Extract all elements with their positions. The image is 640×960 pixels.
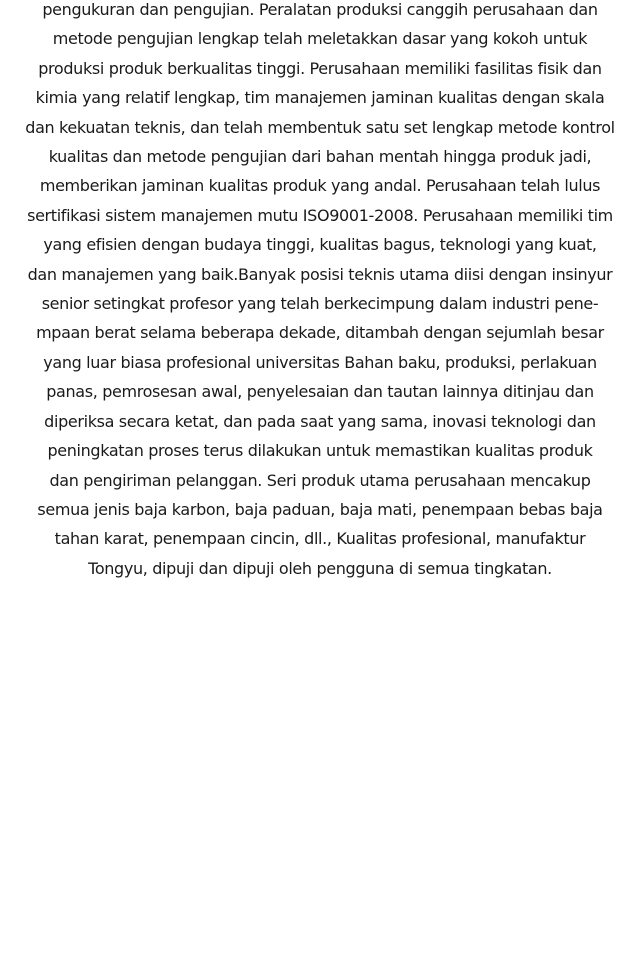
text-line: yang efisien dengan budaya tinggi, kualitas bagus, teknologi yang kuat,: [43, 235, 597, 255]
text-line: mpaan berat selama beberapa dekade, ditambah dengan sejumlah besar: [36, 323, 604, 343]
text-line: sertifikasi sistem manajemen mutu ISO9001-2008. Perusahaan memiliki tim: [27, 205, 613, 225]
text-line: dan manajemen yang baik.Banyak posisi teknis utama diisi dengan insinyur: [27, 264, 613, 284]
text-line: senior setingkat profesor yang telah berkecimpung dalam industri pene-: [41, 294, 599, 314]
text-line: semua jenis baja karbon, baja paduan, baja mati, penempaan bebas baja: [37, 499, 603, 519]
text-line: kualitas dan metode pengujian dari bahan mentah hingga produk jadi,: [48, 147, 592, 167]
text-line: pengukuran dan pengujian. Peralatan produksi canggih perusahaan dan: [42, 0, 598, 19]
text-line: metode pengujian lengkap telah meletakkan dasar yang kokoh untuk: [52, 29, 588, 49]
text-line: dan kekuatan teknis, dan telah membentuk satu set lengkap metode kontrol: [25, 117, 615, 137]
company-description-paragraph: [4, 0, 636, 583]
text-line: peningkatan proses terus dilakukan untuk memastikan kualitas produk: [47, 441, 593, 461]
text-line: produksi produk berkualitas tinggi. Perusahaan memiliki fasilitas fisik dan: [38, 58, 602, 78]
text-line: yang luar biasa profesional universitas Bahan baku, produksi, perlakuan: [43, 352, 597, 372]
text-line: tahan karat, penempaan cincin, dll., Kualitas profesional, manufaktur: [54, 529, 586, 549]
text-line: dan pengiriman pelanggan. Seri produk utama perusahaan mencakup: [49, 470, 591, 490]
text-line: kimia yang relatif lengkap, tim manajemen jaminan kualitas dengan skala: [35, 88, 605, 108]
text-line: panas, pemrosesan awal, penyelesaian dan tautan lainnya ditinjau dan: [46, 382, 594, 402]
text-line: memberikan jaminan kualitas produk yang andal. Perusahaan telah lulus: [39, 176, 601, 196]
text-line: diperiksa secara ketat, dan pada saat yang sama, inovasi teknologi dan: [44, 411, 596, 431]
text-line: Tongyu, dipuji dan dipuji oleh pengguna di semua tingkatan.: [88, 558, 552, 578]
